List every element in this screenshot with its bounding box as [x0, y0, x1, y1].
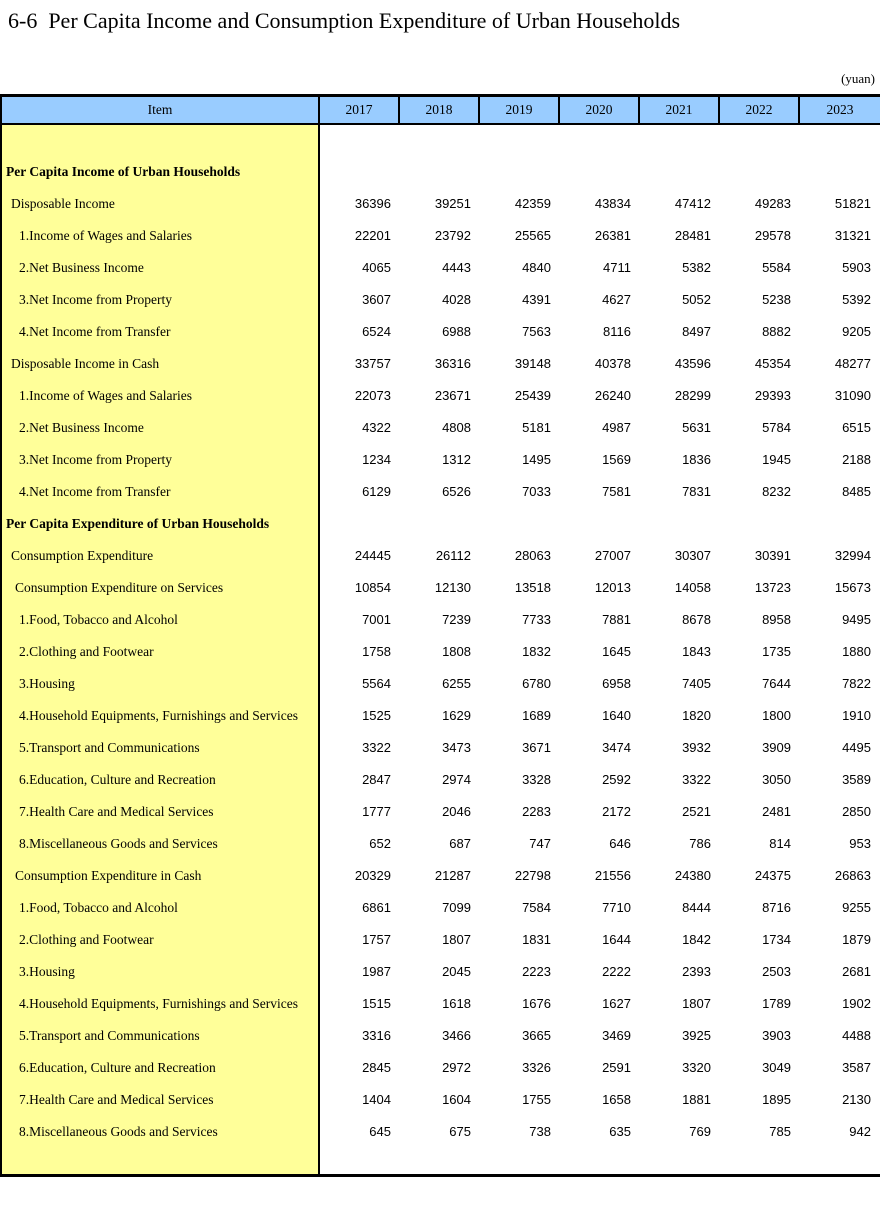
- cell-value: 1807: [442, 931, 471, 947]
- cell-value: 6526: [442, 483, 471, 499]
- table-row: [2, 635, 880, 667]
- cell-value: 953: [849, 835, 871, 851]
- cell-value: 2591: [602, 1059, 631, 1075]
- cell-value: 3322: [362, 739, 391, 755]
- cell-value: 1808: [442, 643, 471, 659]
- cell-value: 20329: [354, 867, 391, 883]
- cell-value: 28063: [514, 547, 551, 563]
- cell-value: 36396: [354, 195, 391, 211]
- cell-value: 1676: [522, 995, 551, 1011]
- table-row: [2, 923, 880, 955]
- cell-value: 4488: [842, 1027, 871, 1043]
- row-label: 1.Food, Tobacco and Alcohol: [2, 603, 320, 635]
- table-row: [2, 955, 880, 987]
- row-label: 3.Net Income from Property: [2, 283, 320, 315]
- cell-value: 738: [529, 1123, 551, 1139]
- cell-value: 1640: [602, 707, 631, 723]
- row-label: Consumption Expenditure in Cash: [2, 859, 320, 891]
- table-row: [2, 443, 880, 475]
- cell-value: 1604: [442, 1091, 471, 1107]
- cell-value: 45354: [754, 355, 791, 371]
- table-row: [2, 251, 880, 283]
- row-label: Consumption Expenditure on Services: [2, 571, 320, 603]
- cell-value: 1312: [442, 451, 471, 467]
- cell-value: 2393: [682, 963, 711, 979]
- row-label: 1.Income of Wages and Salaries: [2, 379, 320, 411]
- row-label: Consumption Expenditure: [2, 539, 320, 571]
- cell-value: 32994: [834, 547, 871, 563]
- cell-value: 3607: [362, 291, 391, 307]
- table-row: [2, 859, 880, 891]
- cell-value: 14058: [674, 579, 711, 595]
- cell-value: 24380: [674, 867, 711, 883]
- cell-value: 8232: [762, 483, 791, 499]
- cell-value: 2847: [362, 771, 391, 787]
- cell-value: 28299: [674, 387, 711, 403]
- cell-value: 1629: [442, 707, 471, 723]
- cell-value: 7099: [442, 899, 471, 915]
- cell-value: 1800: [762, 707, 791, 723]
- table-row: [2, 475, 880, 507]
- cell-value: 1689: [522, 707, 551, 723]
- cell-value: 48277: [834, 355, 871, 371]
- table-row: [2, 1019, 880, 1051]
- table-row: [2, 1115, 880, 1147]
- cell-value: 5052: [682, 291, 711, 307]
- cell-value: 1807: [682, 995, 711, 1011]
- cell-value: 9205: [842, 323, 871, 339]
- cell-value: 7822: [842, 675, 871, 691]
- cell-value: 1755: [522, 1091, 551, 1107]
- cell-value: 2283: [522, 803, 551, 819]
- cell-value: 2222: [602, 963, 631, 979]
- cell-value: 7644: [762, 675, 791, 691]
- row-label: 4.Household Equipments, Furnishings and Services: [2, 699, 320, 731]
- column-header-year: 2017: [320, 97, 400, 123]
- table-row: [2, 155, 880, 187]
- cell-value: 5238: [762, 291, 791, 307]
- cell-value: 2850: [842, 803, 871, 819]
- cell-value: 26240: [594, 387, 631, 403]
- cell-value: [560, 155, 640, 187]
- cell-value: 7405: [682, 675, 711, 691]
- cell-value: 3903: [762, 1027, 791, 1043]
- table-header-row: [2, 97, 880, 125]
- cell-value: 1910: [842, 707, 871, 723]
- cell-value: 8485: [842, 483, 871, 499]
- row-label: 7.Health Care and Medical Services: [2, 1083, 320, 1115]
- cell-value: 2974: [442, 771, 471, 787]
- cell-value: 5784: [762, 419, 791, 435]
- row-label: 7.Health Care and Medical Services: [2, 795, 320, 827]
- table-row: [2, 411, 880, 443]
- cell-value: 3326: [522, 1059, 551, 1075]
- cell-value: 1831: [522, 931, 551, 947]
- column-header-year: 2022: [720, 97, 800, 123]
- row-label: 2.Net Business Income: [2, 411, 320, 443]
- cell-value: 1525: [362, 707, 391, 723]
- row-label: 1.Food, Tobacco and Alcohol: [2, 891, 320, 923]
- cell-value: 47412: [674, 195, 711, 211]
- cell-value: 687: [449, 835, 471, 851]
- cell-value: 7001: [362, 611, 391, 627]
- cell-value: 7710: [602, 899, 631, 915]
- cell-value: 30391: [754, 547, 791, 563]
- cell-value: 12013: [594, 579, 631, 595]
- cell-value: 39148: [514, 355, 551, 371]
- table-row: [2, 667, 880, 699]
- table-row: [2, 987, 880, 1019]
- cell-value: 8497: [682, 323, 711, 339]
- cell-value: [800, 155, 880, 187]
- cell-value: 7881: [602, 611, 631, 627]
- row-label: [2, 125, 320, 155]
- cell-value: 1757: [362, 931, 391, 947]
- cell-value: 1569: [602, 451, 631, 467]
- cell-value: 22798: [514, 867, 551, 883]
- cell-value: [480, 155, 560, 187]
- table-row: [2, 763, 880, 795]
- cell-value: 786: [689, 835, 711, 851]
- cell-value: 1832: [522, 643, 551, 659]
- cell-value: 2845: [362, 1059, 391, 1075]
- cell-value: 1495: [522, 451, 551, 467]
- cell-value: 7733: [522, 611, 551, 627]
- cell-value: 3320: [682, 1059, 711, 1075]
- cell-value: 22201: [354, 227, 391, 243]
- cell-value: 26381: [594, 227, 631, 243]
- cell-value: 42359: [514, 195, 551, 211]
- cell-value: 1820: [682, 707, 711, 723]
- cell-value: 6515: [842, 419, 871, 435]
- column-header-year: 2019: [480, 97, 560, 123]
- cell-value: 29393: [754, 387, 791, 403]
- cell-value: 1234: [362, 451, 391, 467]
- cell-value: 4391: [522, 291, 551, 307]
- cell-value: 4840: [522, 259, 551, 275]
- cell-value: 2045: [442, 963, 471, 979]
- cell-value: 6861: [362, 899, 391, 915]
- column-header-year: 2023: [826, 102, 854, 117]
- cell-value: 25439: [514, 387, 551, 403]
- table-row: [2, 1051, 880, 1083]
- cell-value: 2521: [682, 803, 711, 819]
- table-row: [2, 379, 880, 411]
- row-label: 3.Housing: [2, 955, 320, 987]
- cell-value: 4065: [362, 259, 391, 275]
- statistics-table: [0, 94, 880, 1177]
- cell-value: 8444: [682, 899, 711, 915]
- cell-value: 4987: [602, 419, 631, 435]
- table-row: [2, 891, 880, 923]
- cell-value: 3328: [522, 771, 551, 787]
- cell-value: 2046: [442, 803, 471, 819]
- cell-value: 4322: [362, 419, 391, 435]
- table-row: [2, 539, 880, 571]
- column-header-year: 2021: [640, 97, 720, 123]
- cell-value: [320, 155, 400, 187]
- row-label: 4.Net Income from Transfer: [2, 315, 320, 347]
- table-row: [2, 603, 880, 635]
- cell-value: 1879: [842, 931, 871, 947]
- cell-value: [480, 507, 560, 539]
- cell-value: 1734: [762, 931, 791, 947]
- row-label: 3.Net Income from Property: [2, 443, 320, 475]
- cell-value: 9495: [842, 611, 871, 627]
- cell-value: 7581: [602, 483, 631, 499]
- cell-value: 39251: [434, 195, 471, 211]
- cell-value: 22073: [354, 387, 391, 403]
- cell-value: [640, 155, 720, 187]
- spacer-row: [2, 125, 880, 155]
- spacer-row: [2, 1147, 880, 1174]
- table-row: [2, 1083, 880, 1115]
- cell-value: 5392: [842, 291, 871, 307]
- cell-value: 23671: [434, 387, 471, 403]
- row-label: 3.Housing: [2, 667, 320, 699]
- cell-value: 7584: [522, 899, 551, 915]
- cell-value: 1515: [362, 995, 391, 1011]
- cell-value: 3925: [682, 1027, 711, 1043]
- cell-value: 24445: [354, 547, 391, 563]
- row-label: Disposable Income: [2, 187, 320, 219]
- cell-value: 4711: [603, 259, 631, 275]
- cell-value: 13518: [514, 579, 551, 595]
- cell-value: [720, 507, 800, 539]
- row-label: 8.Miscellaneous Goods and Services: [2, 827, 320, 859]
- cell-value: 30307: [674, 547, 711, 563]
- table-row: [2, 187, 880, 219]
- cell-value: 4443: [442, 259, 471, 275]
- table-row: [2, 571, 880, 603]
- row-label: 5.Transport and Communications: [2, 731, 320, 763]
- cell-value: 3932: [682, 739, 711, 755]
- cell-value: 7831: [682, 483, 711, 499]
- cell-value: 21556: [594, 867, 631, 883]
- table-row: [2, 315, 880, 347]
- cell-value: 40378: [594, 355, 631, 371]
- cell-value: 1658: [602, 1091, 631, 1107]
- cell-value: 5181: [522, 419, 551, 435]
- cell-value: 29578: [754, 227, 791, 243]
- cell-value: 1645: [602, 643, 631, 659]
- cell-value: 25565: [514, 227, 551, 243]
- column-header-item: Item: [2, 97, 320, 123]
- cell-value: 3587: [842, 1059, 871, 1075]
- cell-value: 2972: [442, 1059, 471, 1075]
- cell-value: 26112: [435, 547, 471, 563]
- cell-value: 3589: [842, 771, 871, 787]
- page-title: 6-6 Per Capita Income and Consumption Expenditure of Urban Households: [8, 8, 681, 33]
- cell-value: 4028: [442, 291, 471, 307]
- cell-value: 4495: [842, 739, 871, 755]
- cell-value: 3050: [762, 771, 791, 787]
- cell-value: 5382: [682, 259, 711, 275]
- cell-value: [400, 155, 480, 187]
- cell-value: 1627: [602, 995, 631, 1011]
- cell-value: 8116: [603, 323, 631, 339]
- cell-value: 6129: [362, 483, 391, 499]
- row-label: 2.Net Business Income: [2, 251, 320, 283]
- unit-note: (yuan): [841, 71, 875, 86]
- cell-value: 7033: [522, 483, 551, 499]
- cell-value: 2592: [602, 771, 631, 787]
- cell-value: 747: [529, 835, 551, 851]
- cell-value: 1777: [362, 803, 391, 819]
- cell-value: 6524: [362, 323, 391, 339]
- cell-value: 635: [609, 1123, 631, 1139]
- cell-value: 2188: [842, 451, 871, 467]
- cell-value: 3322: [682, 771, 711, 787]
- cell-value: 1758: [362, 643, 391, 659]
- cell-value: 652: [369, 835, 391, 851]
- cell-value: 3049: [762, 1059, 791, 1075]
- cell-value: 1880: [842, 643, 871, 659]
- cell-value: 1735: [762, 643, 791, 659]
- row-label: [2, 1147, 320, 1174]
- cell-value: 13723: [754, 579, 791, 595]
- cell-value: 1836: [682, 451, 711, 467]
- cell-value: 3473: [442, 739, 471, 755]
- cell-value: 4627: [602, 291, 631, 307]
- cell-value: 7563: [522, 323, 551, 339]
- cell-value: 8958: [762, 611, 791, 627]
- row-label: 6.Education, Culture and Recreation: [2, 1051, 320, 1083]
- row-label: Per Capita Income of Urban Households: [2, 155, 320, 187]
- table-body: [2, 125, 880, 1174]
- cell-value: 645: [369, 1123, 391, 1139]
- cell-value: 3671: [522, 739, 551, 755]
- row-label: 4.Net Income from Transfer: [2, 475, 320, 507]
- cell-value: 769: [689, 1123, 711, 1139]
- cell-value: 21287: [434, 867, 471, 883]
- cell-value: 1895: [762, 1091, 791, 1107]
- cell-value: 1881: [682, 1091, 711, 1107]
- table-row: [2, 731, 880, 763]
- cell-value: 1902: [842, 995, 871, 1011]
- cell-value: 2130: [842, 1091, 871, 1107]
- cell-value: 4808: [442, 419, 471, 435]
- row-label: 6.Education, Culture and Recreation: [2, 763, 320, 795]
- cell-value: 51821: [834, 195, 871, 211]
- table-row: [2, 795, 880, 827]
- table-row: [2, 347, 880, 379]
- cell-value: 675: [449, 1123, 471, 1139]
- cell-value: 5903: [842, 259, 871, 275]
- row-label: 5.Transport and Communications: [2, 1019, 320, 1051]
- cell-value: 5564: [362, 675, 391, 691]
- table-row: [2, 827, 880, 859]
- cell-value: 24375: [754, 867, 791, 883]
- cell-value: 31090: [834, 387, 871, 403]
- cell-value: 2681: [842, 963, 871, 979]
- cell-value: 33757: [354, 355, 391, 371]
- cell-value: 3466: [442, 1027, 471, 1043]
- cell-value: 3469: [602, 1027, 631, 1043]
- table-row: [2, 699, 880, 731]
- cell-value: 8716: [762, 899, 791, 915]
- cell-value: 43596: [674, 355, 711, 371]
- row-label: Per Capita Expenditure of Urban Households: [2, 507, 320, 539]
- cell-value: 5631: [682, 419, 711, 435]
- cell-value: 28481: [674, 227, 711, 243]
- cell-value: 785: [769, 1123, 791, 1139]
- cell-value: 3665: [522, 1027, 551, 1043]
- cell-value: 646: [609, 835, 631, 851]
- row-label: 4.Household Equipments, Furnishings and Services: [2, 987, 320, 1019]
- cell-value: 15673: [834, 579, 871, 595]
- cell-value: 7239: [442, 611, 471, 627]
- table-row: [2, 283, 880, 315]
- cell-value: [400, 507, 480, 539]
- cell-value: 1843: [682, 643, 711, 659]
- table-row: [2, 507, 880, 539]
- row-label: Disposable Income in Cash: [2, 347, 320, 379]
- cell-value: [720, 155, 800, 187]
- cell-value: [560, 507, 640, 539]
- cell-value: 2223: [522, 963, 551, 979]
- cell-value: 3316: [362, 1027, 391, 1043]
- cell-value: [800, 507, 880, 539]
- row-label: 8.Miscellaneous Goods and Services: [2, 1115, 320, 1147]
- cell-value: 6780: [522, 675, 551, 691]
- cell-value: 3474: [602, 739, 631, 755]
- cell-value: 6988: [442, 323, 471, 339]
- cell-value: 814: [769, 835, 791, 851]
- row-label: 2.Clothing and Footwear: [2, 635, 320, 667]
- cell-value: 1644: [602, 931, 631, 947]
- cell-value: 6255: [442, 675, 471, 691]
- cell-value: 10854: [354, 579, 391, 595]
- cell-value: 26863: [834, 867, 871, 883]
- cell-value: 2172: [602, 803, 631, 819]
- table-row: [2, 219, 880, 251]
- cell-value: 2503: [762, 963, 791, 979]
- cell-value: 6958: [602, 675, 631, 691]
- cell-value: 1945: [762, 451, 791, 467]
- cell-value: 27007: [594, 547, 631, 563]
- cell-value: 1618: [442, 995, 471, 1011]
- cell-value: 9255: [842, 899, 871, 915]
- cell-value: 23792: [434, 227, 471, 243]
- cell-value: 1789: [762, 995, 791, 1011]
- row-label: 2.Clothing and Footwear: [2, 923, 320, 955]
- column-header-year: 2020: [560, 97, 640, 123]
- cell-value: [640, 507, 720, 539]
- cell-value: 3909: [762, 739, 791, 755]
- row-label: 1.Income of Wages and Salaries: [2, 219, 320, 251]
- cell-value: 49283: [754, 195, 791, 211]
- cell-value: 31321: [834, 227, 871, 243]
- cell-value: 5584: [762, 259, 791, 275]
- cell-value: 12130: [434, 579, 471, 595]
- cell-value: 1842: [682, 931, 711, 947]
- cell-value: [320, 507, 400, 539]
- cell-value: 1404: [362, 1091, 391, 1107]
- cell-value: 8678: [682, 611, 711, 627]
- cell-value: 43834: [594, 195, 631, 211]
- cell-value: 942: [849, 1123, 871, 1139]
- cell-value: 36316: [434, 355, 471, 371]
- cell-value: 1987: [362, 963, 391, 979]
- cell-value: 2481: [762, 803, 791, 819]
- cell-value: 8882: [762, 323, 791, 339]
- column-header-year: 2018: [400, 97, 480, 123]
